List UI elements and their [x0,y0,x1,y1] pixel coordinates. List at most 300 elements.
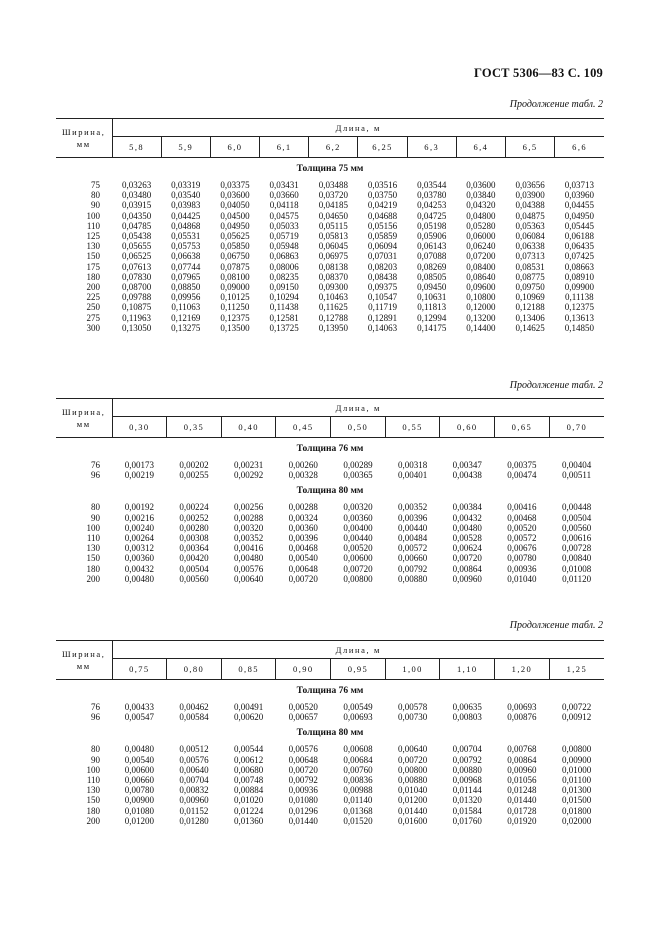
volume-cell: 0,00635 [452,702,482,712]
volume-cell: 0,03431 [269,180,299,190]
volume-cell: 0,05948 [269,241,299,252]
volume-cell: 0,00660 [124,775,154,786]
width-cell: 300 [86,322,100,333]
volume-cell: 0,00624 [452,543,482,554]
length-column-header: 0,75 [112,659,167,680]
volume-cell: 0,01280 [179,815,209,826]
volume-cell: 0,01368 [343,805,373,816]
volume-cell: 0,01040 [397,785,428,796]
volume-cell: 0,00432 [452,512,482,523]
volume-cell: 0,00584 [179,712,209,723]
volume-cell: 0,00960 [507,764,537,775]
volume-cell: 0,08850 [171,282,201,293]
length-column-header: 0,85 [221,659,276,680]
volume-cell: 0,03544 [417,180,447,190]
volume-cell: 0,11813 [417,302,447,313]
width-cell: 100 [86,210,100,221]
volume-cell: 0,04950 [220,220,250,231]
length-column-header: 6,6 [555,137,604,158]
volume-cell: 0,00912 [562,712,592,723]
volume-cell: 0,00480 [124,744,154,755]
volume-cell: 0,00547 [124,712,154,723]
table-row [56,816,604,826]
volume-cell: 0,00560 [179,573,209,584]
volume-cell: 0,01080 [124,805,154,816]
volume-cell: 0,00318 [397,460,428,470]
volume-cell: 0,01100 [562,775,592,786]
volume-cell: 0,01056 [507,775,537,786]
width-cell: 180 [86,271,100,282]
length-column-header: 5,9 [161,137,210,158]
volume-cell: 0,00384 [452,502,482,513]
volume-cell: 0,01920 [507,815,537,826]
volume-cell: 0,03480 [121,190,152,201]
table-row [56,755,604,765]
length-column-header: 0,50 [331,417,386,438]
width-cell: 200 [86,282,100,293]
volume-cell: 0,00936 [288,785,318,796]
volume-cell: 0,11625 [318,302,348,313]
volume-cell: 0,08400 [466,261,496,272]
volume-cell: 0,01360 [234,815,264,826]
table-row [56,211,604,221]
section-title-row [56,438,604,461]
volume-cell: 0,07744 [171,261,201,272]
volume-cell: 0,00960 [179,795,209,806]
volume-cell: 0,05859 [367,231,398,242]
section-title: Толщина 76 мм [296,686,364,696]
table-row [56,282,604,292]
volume-cell: 0,03780 [417,190,447,201]
table-header-row [56,399,604,417]
volume-cell: 0,00528 [452,533,482,544]
volume-cell: 0,00684 [343,754,373,765]
width-header-unit: мм [76,419,91,429]
volume-cell: 0,06435 [564,241,594,252]
volume-cell: 0,00864 [507,754,537,765]
volume-cell: 0,00657 [288,712,318,723]
volume-cell: 0,00216 [124,512,154,523]
width-cell: 90 [91,512,100,523]
table-row [56,785,604,795]
volume-cell: 0,11963 [122,312,152,323]
volume-cell: 0,00792 [288,775,318,786]
volume-cell: 0,00491 [234,702,264,712]
volume-cell: 0,08370 [318,271,348,282]
volume-cell: 0,00231 [234,460,264,470]
table-row [56,806,604,816]
volume-cell: 0,13050 [121,322,152,333]
volume-cell: 0,00880 [397,573,428,584]
length-column-header: 0,70 [549,417,604,438]
volume-cell: 0,04050 [220,200,250,211]
volume-cell: 0,00720 [397,754,428,765]
volume-cell: 0,00360 [343,512,373,523]
volume-cell: 0,00549 [343,702,373,712]
table-row [56,231,604,241]
volume-cell: 0,00988 [343,785,373,796]
volume-cell: 0,00252 [179,512,209,523]
volume-cell: 0,05719 [269,231,299,242]
volume-cell: 0,04118 [269,200,299,211]
volume-cell: 0,11438 [269,302,299,313]
volume-cell: 0,05115 [318,220,348,231]
volume-cell: 0,06188 [564,231,594,242]
length-header-cell: Длина, м [112,119,604,137]
volume-cell: 0,14400 [466,322,496,333]
volume-cell: 0,09750 [515,282,545,293]
volume-cell: 0,00401 [397,470,428,481]
volume-cell: 0,10969 [515,292,545,303]
length-column-header: 0,40 [221,417,276,438]
table-row [56,272,604,282]
volume-cell: 0,09450 [417,282,447,293]
volume-cell: 0,09900 [564,282,594,293]
volume-cell: 0,00780 [124,785,154,796]
volume-cell: 0,00676 [507,543,537,554]
volume-cell: 0,13406 [515,312,545,323]
length-column-header: 0,45 [276,417,331,438]
length-values-row [56,659,604,680]
volume-cell: 0,01300 [562,785,592,796]
volume-cell: 0,00520 [507,522,537,533]
volume-cell: 0,00780 [507,553,537,564]
width-cell: 96 [91,470,100,481]
volume-cell: 0,00900 [124,795,154,806]
volume-cell: 0,00720 [452,553,482,564]
table-header-row [56,641,604,659]
volume-cell: 0,10875 [121,302,152,313]
length-column-header: 0,55 [385,417,440,438]
volume-cell: 0,00224 [179,502,209,513]
volume-cell: 0,00420 [179,553,209,564]
volume-cell: 0,06638 [171,251,201,262]
volume-cell: 0,00720 [288,764,318,775]
table-row [56,513,604,523]
volume-cell: 0,00884 [234,785,264,796]
table-row [56,251,604,261]
volume-cell: 0,01120 [562,573,592,584]
volume-cell: 0,00328 [288,470,318,481]
volume-cell: 0,00365 [343,470,373,481]
volume-cell: 0,01140 [343,795,373,806]
volume-cell: 0,01144 [452,785,482,796]
volume-cell: 0,03375 [220,180,250,190]
volume-cell: 0,00484 [397,533,428,544]
volume-cell: 0,04800 [466,210,496,221]
volume-cell: 0,13950 [318,322,348,333]
volume-cell: 0,00264 [124,533,154,544]
width-cell: 80 [91,190,100,201]
width-cell: 200 [86,815,100,826]
volume-cell: 0,08438 [367,271,398,282]
section-title: Толщина 80 мм [296,728,364,739]
volume-cell: 0,10631 [417,292,447,303]
volume-cell: 0,03900 [515,190,545,201]
width-cell: 96 [91,712,100,723]
width-header-cell [56,399,112,438]
length-column-header: 6,0 [210,137,259,158]
volume-cell: 0,03915 [121,200,152,211]
volume-cell: 0,00620 [234,712,264,723]
volume-cell: 0,05625 [220,231,250,242]
volume-cell: 0,00800 [343,573,373,584]
volume-cell: 0,00722 [562,702,592,712]
volume-cell: 0,04575 [269,210,299,221]
table-row [56,775,604,785]
volume-cell: 0,12188 [515,302,545,313]
length-values-row [56,137,604,158]
volume-cell: 0,00440 [397,522,428,533]
volume-cell: 0,09375 [367,282,398,293]
volume-cell: 0,00438 [452,470,482,481]
volume-cell: 0,00540 [124,754,154,765]
volume-cell: 0,05363 [515,220,545,231]
volume-cell: 0,08663 [564,261,594,272]
volume-cell: 0,09150 [269,282,299,293]
volume-cell: 0,05198 [417,220,447,231]
volume-cell: 0,09300 [318,282,348,293]
volume-cell: 0,01200 [397,795,428,806]
volume-cell: 0,10463 [318,292,348,303]
volume-cell: 0,08269 [417,261,447,272]
length-column-header: 0,60 [440,417,495,438]
volume-cell: 0,07613 [121,261,152,272]
volume-cell: 0,01248 [507,785,537,796]
volume-cell: 0,03600 [220,190,250,201]
width-cell: 80 [91,744,100,755]
width-cell: 150 [86,795,100,806]
volume-cell: 0,00448 [562,502,592,513]
table-row [56,221,604,231]
volume-cell: 0,01040 [507,573,537,584]
section-title: Толщина 80 мм [296,486,364,497]
table-row [56,262,604,272]
volume-cell: 0,00876 [507,712,537,723]
volume-cell: 0,03263 [121,180,152,190]
volume-cell: 0,04185 [318,200,348,211]
length-column-header: 6,4 [456,137,505,158]
volume-cell: 0,00560 [562,522,592,533]
volume-cell: 0,03840 [466,190,496,201]
volume-cell: 0,00396 [288,533,318,544]
volume-cell: 0,10294 [269,292,299,303]
table-row [56,533,604,543]
volume-cell: 0,03656 [515,180,545,190]
table-row [56,313,604,323]
length-column-header: 6,2 [309,137,358,158]
width-header-unit: мм [76,139,91,149]
volume-cell: 0,08138 [318,261,348,272]
volume-cell: 0,00792 [452,754,482,765]
volume-cell: 0,00540 [288,553,318,564]
volume-cell: 0,00803 [452,712,482,723]
volume-cell: 0,08775 [515,271,545,282]
length-column-header: 0,95 [331,659,386,680]
volume-cell: 0,03750 [367,190,398,201]
length-values-row [56,417,604,438]
section-title-row [56,722,604,744]
volume-cell: 0,00864 [452,563,482,574]
volume-cell: 0,02000 [562,815,592,826]
volume-cell: 0,03516 [367,180,398,190]
volume-cell: 0,09956 [171,292,201,303]
volume-cell: 0,00240 [124,522,154,533]
volume-cell: 0,04725 [417,210,447,221]
volume-cell: 0,12375 [564,302,594,313]
volume-cell: 0,13500 [220,322,250,333]
volume-cell: 0,04500 [220,210,250,221]
volume-cell: 0,00256 [234,502,264,513]
length-column-header: 6,1 [260,137,309,158]
volume-cell: 0,03960 [564,190,594,201]
length-column-header: 0,90 [276,659,331,680]
width-cell: 225 [86,292,100,303]
volume-cell: 0,03720 [318,190,348,201]
volume-cell: 0,07088 [417,251,447,262]
length-column-header: 6,25 [358,137,407,158]
volume-cell: 0,00760 [343,764,373,775]
volume-cell: 0,11250 [220,302,250,313]
volume-cell: 0,00704 [179,775,209,786]
volume-cell: 0,05906 [417,231,447,242]
table-row [56,702,604,712]
volume-cell: 0,03713 [564,180,594,190]
volume-cell: 0,05753 [171,241,201,252]
volume-cell: 0,14850 [564,322,594,333]
volume-cell: 0,01440 [397,805,428,816]
volume-cell: 0,12375 [220,312,250,323]
width-cell: 110 [86,220,100,231]
volume-cell: 0,10800 [466,292,496,303]
length-column-header: 1,20 [495,659,550,680]
volume-cell: 0,03540 [171,190,201,201]
volume-cell: 0,00202 [179,460,209,470]
length-column-header: 0,30 [112,417,167,438]
volume-cell: 0,08100 [220,271,250,282]
volume-cell: 0,00640 [234,573,264,584]
table-row [56,523,604,533]
width-header-cell [56,641,112,680]
volume-cell: 0,06143 [417,241,447,252]
volume-cell: 0,13275 [171,322,201,333]
volume-cell: 0,06000 [466,231,496,242]
width-header-label: Ширина, [61,407,106,417]
volume-cell: 0,14625 [515,322,545,333]
volume-cell: 0,00960 [452,573,482,584]
document-header: ГОСТ 5306—83 С. 109 [474,66,603,80]
volume-cell: 0,04785 [121,220,152,231]
volume-cell: 0,04425 [171,210,201,221]
volume-cell: 0,06045 [318,241,348,252]
volume-cell: 0,08910 [564,271,594,282]
volume-cell: 0,01152 [179,805,209,816]
volume-cell: 0,07200 [466,251,496,262]
volume-cell: 0,08203 [367,261,398,272]
volume-cell: 0,06338 [515,241,545,252]
volume-cell: 0,00375 [507,460,537,470]
volume-cell: 0,00608 [343,744,373,755]
volume-cell: 0,06975 [318,251,348,262]
volume-cell: 0,00576 [288,744,318,755]
volume-cell: 0,00320 [234,522,264,533]
table-row [56,180,604,190]
table-row [56,241,604,251]
volume-cell: 0,00748 [234,775,264,786]
volume-cell: 0,08640 [466,271,496,282]
width-header-cell [56,119,112,158]
length-column-header: 0,80 [167,659,222,680]
volume-cell: 0,12891 [367,312,398,323]
length-column-header: 1,10 [440,659,495,680]
volume-cell: 0,01728 [507,805,537,816]
volume-cell: 0,01296 [288,805,318,816]
width-cell: 75 [91,180,100,190]
table-row [56,323,604,333]
volume-cell: 0,03660 [269,190,299,201]
volume-cell: 0,00480 [124,573,154,584]
section-title-row [56,480,604,502]
volume-cell: 0,08700 [121,282,152,293]
width-cell: 100 [86,764,100,775]
volume-cell: 0,12000 [466,302,496,313]
width-cell: 275 [86,312,100,323]
width-cell: 150 [86,251,100,262]
volume-cell: 0,00900 [562,754,592,765]
volume-cell: 0,04868 [171,220,201,231]
volume-cell: 0,03488 [318,180,348,190]
width-cell: 80 [91,502,100,513]
volume-cell: 0,06525 [121,251,152,262]
volume-cell: 0,00572 [397,543,428,554]
volume-cell: 0,01600 [397,815,428,826]
volume-cell: 0,06084 [515,231,545,242]
table-row [56,564,604,574]
volume-cell: 0,00192 [124,502,154,513]
volume-cell: 0,00352 [234,533,264,544]
volume-cell: 0,00404 [562,460,592,470]
table-row [56,795,604,805]
volume-cell: 0,00360 [288,522,318,533]
width-header-label: Ширина, [61,649,106,659]
volume-cell: 0,04219 [367,200,398,211]
volume-cell: 0,00292 [234,470,264,481]
volume-cell: 0,03319 [171,180,201,190]
volume-cell: 0,00416 [507,502,537,513]
width-header-label: Ширина, [61,127,106,137]
length-column-header: 6,3 [407,137,456,158]
volume-cell: 0,11138 [565,292,594,303]
volume-cell: 0,04950 [564,210,594,221]
table-row [56,574,604,584]
volume-cell: 0,00520 [288,702,318,712]
volume-cell: 0,01224 [234,805,264,816]
volume-cell: 0,00432 [124,563,154,574]
width-cell: 76 [91,702,100,712]
volume-cell: 0,00836 [343,775,373,786]
volume-cell: 0,05813 [318,231,348,242]
volume-cell: 0,00360 [124,553,154,564]
volume-cell: 0,00728 [562,543,592,554]
length-column-header: 5,8 [112,137,161,158]
table-row [56,200,604,210]
volume-cell: 0,12581 [269,312,299,323]
volume-cell: 0,00600 [124,764,154,775]
volume-cell: 0,01200 [124,815,154,826]
volume-cell: 0,07875 [220,261,250,272]
volume-cell: 0,05156 [367,220,398,231]
volume-cell: 0,00280 [179,522,209,533]
